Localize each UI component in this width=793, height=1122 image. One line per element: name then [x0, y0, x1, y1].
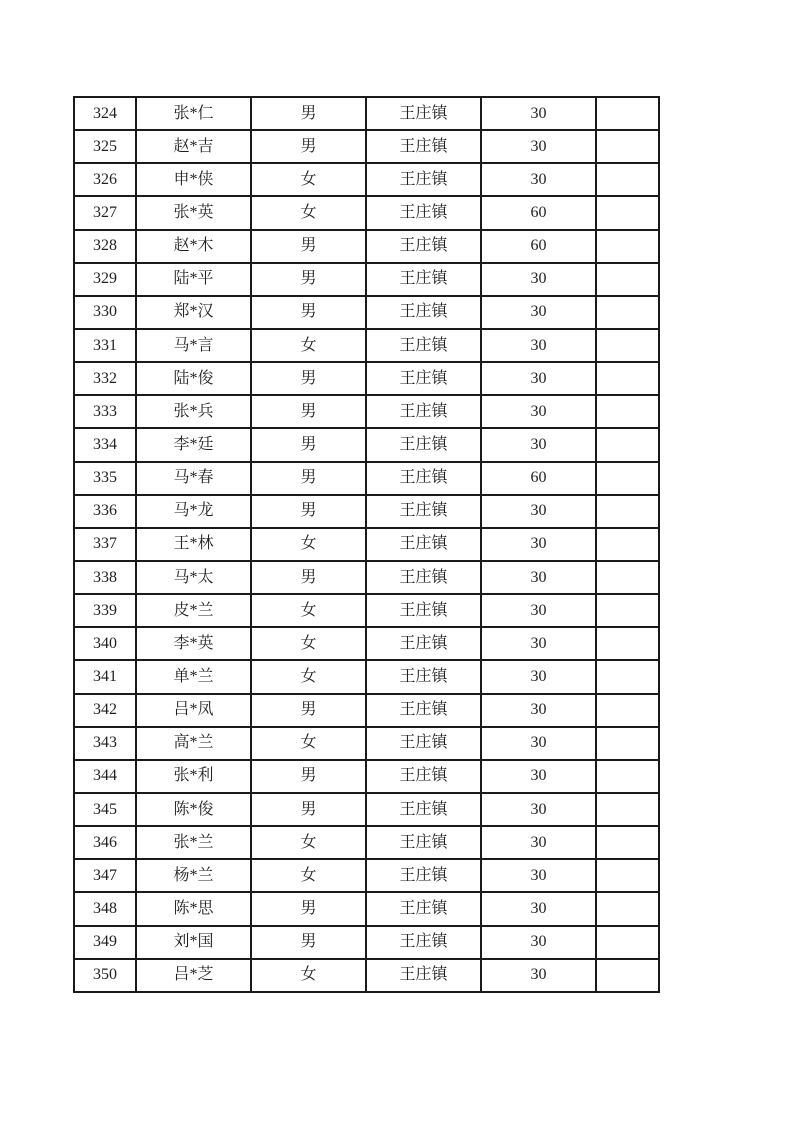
cell-blank — [596, 660, 659, 693]
cell-blank — [596, 395, 659, 428]
cell-masked-name: 郑*汉 — [136, 296, 251, 329]
cell-gender: 男 — [251, 926, 366, 959]
table-row — [74, 694, 659, 727]
cell-amount: 30 — [481, 130, 596, 163]
cell-blank — [596, 97, 659, 130]
cell-serial-number: 343 — [74, 727, 136, 760]
cell-town: 王庄镇 — [366, 296, 481, 329]
cell-blank — [596, 727, 659, 760]
cell-gender: 女 — [251, 660, 366, 693]
cell-masked-name: 赵*吉 — [136, 130, 251, 163]
cell-masked-name: 皮*兰 — [136, 594, 251, 627]
table-row — [74, 495, 659, 528]
cell-town: 王庄镇 — [366, 760, 481, 793]
cell-amount: 30 — [481, 694, 596, 727]
cell-amount: 30 — [481, 263, 596, 296]
cell-amount: 60 — [481, 462, 596, 495]
cell-blank — [596, 594, 659, 627]
cell-blank — [596, 926, 659, 959]
cell-blank — [596, 196, 659, 229]
cell-town: 王庄镇 — [366, 660, 481, 693]
cell-serial-number: 335 — [74, 462, 136, 495]
cell-amount: 30 — [481, 97, 596, 130]
table-row — [74, 959, 659, 992]
cell-serial-number: 331 — [74, 329, 136, 362]
cell-amount: 30 — [481, 163, 596, 196]
cell-serial-number: 337 — [74, 528, 136, 561]
cell-blank — [596, 163, 659, 196]
cell-gender: 男 — [251, 428, 366, 461]
cell-serial-number: 332 — [74, 362, 136, 395]
cell-serial-number: 324 — [74, 97, 136, 130]
table-row — [74, 627, 659, 660]
cell-gender: 男 — [251, 263, 366, 296]
cell-masked-name: 张*兵 — [136, 395, 251, 428]
cell-amount: 30 — [481, 395, 596, 428]
cell-masked-name: 张*英 — [136, 196, 251, 229]
cell-blank — [596, 959, 659, 992]
cell-serial-number: 341 — [74, 660, 136, 693]
cell-gender: 女 — [251, 859, 366, 892]
table-row — [74, 97, 659, 130]
cell-serial-number: 330 — [74, 296, 136, 329]
cell-town: 王庄镇 — [366, 926, 481, 959]
cell-gender: 女 — [251, 528, 366, 561]
cell-masked-name: 陆*平 — [136, 263, 251, 296]
table-row — [74, 296, 659, 329]
cell-blank — [596, 627, 659, 660]
table-row — [74, 859, 659, 892]
cell-gender: 女 — [251, 959, 366, 992]
cell-serial-number: 334 — [74, 428, 136, 461]
cell-amount: 30 — [481, 793, 596, 826]
cell-masked-name: 申*侠 — [136, 163, 251, 196]
cell-amount: 30 — [481, 959, 596, 992]
cell-town: 王庄镇 — [366, 263, 481, 296]
cell-town: 王庄镇 — [366, 859, 481, 892]
cell-town: 王庄镇 — [366, 230, 481, 263]
table-row — [74, 594, 659, 627]
cell-serial-number: 333 — [74, 395, 136, 428]
cell-gender: 男 — [251, 694, 366, 727]
cell-blank — [596, 130, 659, 163]
cell-serial-number: 342 — [74, 694, 136, 727]
cell-amount: 30 — [481, 892, 596, 925]
cell-gender: 男 — [251, 495, 366, 528]
cell-town: 王庄镇 — [366, 727, 481, 760]
cell-blank — [596, 760, 659, 793]
cell-amount: 60 — [481, 196, 596, 229]
cell-blank — [596, 296, 659, 329]
cell-serial-number: 327 — [74, 196, 136, 229]
cell-serial-number: 325 — [74, 130, 136, 163]
cell-masked-name: 王*林 — [136, 528, 251, 561]
cell-blank — [596, 561, 659, 594]
cell-serial-number: 339 — [74, 594, 136, 627]
cell-gender: 男 — [251, 395, 366, 428]
cell-masked-name: 马*春 — [136, 462, 251, 495]
cell-masked-name: 陈*思 — [136, 892, 251, 925]
cell-town: 王庄镇 — [366, 561, 481, 594]
cell-amount: 30 — [481, 826, 596, 859]
cell-gender: 男 — [251, 230, 366, 263]
cell-town: 王庄镇 — [366, 163, 481, 196]
cell-masked-name: 马*太 — [136, 561, 251, 594]
cell-amount: 60 — [481, 230, 596, 263]
table-row — [74, 926, 659, 959]
cell-town: 王庄镇 — [366, 826, 481, 859]
cell-town: 王庄镇 — [366, 793, 481, 826]
cell-masked-name: 陈*俊 — [136, 793, 251, 826]
cell-serial-number: 348 — [74, 892, 136, 925]
cell-blank — [596, 263, 659, 296]
table-row — [74, 528, 659, 561]
cell-town: 王庄镇 — [366, 627, 481, 660]
cell-town: 王庄镇 — [366, 196, 481, 229]
cell-masked-name: 赵*木 — [136, 230, 251, 263]
cell-masked-name: 刘*国 — [136, 926, 251, 959]
cell-gender: 男 — [251, 362, 366, 395]
cell-gender: 女 — [251, 163, 366, 196]
cell-masked-name: 吕*芝 — [136, 959, 251, 992]
cell-serial-number: 349 — [74, 926, 136, 959]
cell-masked-name: 李*英 — [136, 627, 251, 660]
cell-amount: 30 — [481, 329, 596, 362]
table-row — [74, 230, 659, 263]
cell-gender: 女 — [251, 727, 366, 760]
cell-amount: 30 — [481, 760, 596, 793]
cell-amount: 30 — [481, 660, 596, 693]
cell-town: 王庄镇 — [366, 329, 481, 362]
cell-blank — [596, 793, 659, 826]
cell-gender: 男 — [251, 760, 366, 793]
table-row — [74, 163, 659, 196]
cell-blank — [596, 462, 659, 495]
cell-blank — [596, 528, 659, 561]
cell-masked-name: 杨*兰 — [136, 859, 251, 892]
cell-serial-number: 340 — [74, 627, 136, 660]
cell-amount: 30 — [481, 594, 596, 627]
cell-serial-number: 345 — [74, 793, 136, 826]
cell-serial-number: 329 — [74, 263, 136, 296]
cell-blank — [596, 892, 659, 925]
cell-blank — [596, 859, 659, 892]
cell-blank — [596, 826, 659, 859]
cell-serial-number: 326 — [74, 163, 136, 196]
table-row — [74, 263, 659, 296]
table-row — [74, 793, 659, 826]
cell-amount: 30 — [481, 926, 596, 959]
cell-masked-name: 张*仁 — [136, 97, 251, 130]
table-row — [74, 892, 659, 925]
table-row — [74, 462, 659, 495]
cell-blank — [596, 428, 659, 461]
cell-town: 王庄镇 — [366, 395, 481, 428]
cell-masked-name: 高*兰 — [136, 727, 251, 760]
cell-town: 王庄镇 — [366, 528, 481, 561]
cell-masked-name: 马*言 — [136, 329, 251, 362]
cell-amount: 30 — [481, 859, 596, 892]
cell-amount: 30 — [481, 495, 596, 528]
cell-town: 王庄镇 — [366, 594, 481, 627]
cell-town: 王庄镇 — [366, 428, 481, 461]
cell-gender: 男 — [251, 561, 366, 594]
cell-amount: 30 — [481, 561, 596, 594]
cell-gender: 男 — [251, 97, 366, 130]
cell-serial-number: 350 — [74, 959, 136, 992]
cell-amount: 30 — [481, 528, 596, 561]
cell-gender: 女 — [251, 627, 366, 660]
cell-serial-number: 344 — [74, 760, 136, 793]
cell-masked-name: 吕*凤 — [136, 694, 251, 727]
cell-gender: 男 — [251, 130, 366, 163]
table-row — [74, 196, 659, 229]
cell-serial-number: 346 — [74, 826, 136, 859]
cell-blank — [596, 329, 659, 362]
cell-gender: 男 — [251, 892, 366, 925]
cell-gender: 男 — [251, 296, 366, 329]
cell-town: 王庄镇 — [366, 462, 481, 495]
cell-serial-number: 328 — [74, 230, 136, 263]
table-row — [74, 362, 659, 395]
cell-blank — [596, 495, 659, 528]
beneficiary-roster-table — [73, 96, 660, 993]
table-row — [74, 329, 659, 362]
cell-gender: 女 — [251, 826, 366, 859]
table-row — [74, 826, 659, 859]
cell-gender: 女 — [251, 329, 366, 362]
cell-masked-name: 马*龙 — [136, 495, 251, 528]
cell-amount: 30 — [481, 627, 596, 660]
cell-masked-name: 张*利 — [136, 760, 251, 793]
table-row — [74, 561, 659, 594]
table-row — [74, 428, 659, 461]
cell-gender: 男 — [251, 462, 366, 495]
cell-gender: 女 — [251, 594, 366, 627]
cell-serial-number: 336 — [74, 495, 136, 528]
cell-town: 王庄镇 — [366, 97, 481, 130]
cell-town: 王庄镇 — [366, 694, 481, 727]
cell-blank — [596, 362, 659, 395]
cell-town: 王庄镇 — [366, 892, 481, 925]
cell-gender: 女 — [251, 196, 366, 229]
cell-amount: 30 — [481, 727, 596, 760]
cell-town: 王庄镇 — [366, 130, 481, 163]
cell-masked-name: 单*兰 — [136, 660, 251, 693]
cell-blank — [596, 230, 659, 263]
cell-amount: 30 — [481, 362, 596, 395]
cell-masked-name: 李*廷 — [136, 428, 251, 461]
table-row — [74, 395, 659, 428]
cell-gender: 男 — [251, 793, 366, 826]
cell-town: 王庄镇 — [366, 362, 481, 395]
cell-town: 王庄镇 — [366, 495, 481, 528]
cell-serial-number: 338 — [74, 561, 136, 594]
table-row — [74, 660, 659, 693]
cell-blank — [596, 694, 659, 727]
cell-masked-name: 张*兰 — [136, 826, 251, 859]
cell-masked-name: 陆*俊 — [136, 362, 251, 395]
table-row — [74, 130, 659, 163]
table-row — [74, 760, 659, 793]
cell-serial-number: 347 — [74, 859, 136, 892]
cell-amount: 30 — [481, 296, 596, 329]
roster-body — [74, 97, 659, 992]
table-row — [74, 727, 659, 760]
cell-town: 王庄镇 — [366, 959, 481, 992]
cell-amount: 30 — [481, 428, 596, 461]
